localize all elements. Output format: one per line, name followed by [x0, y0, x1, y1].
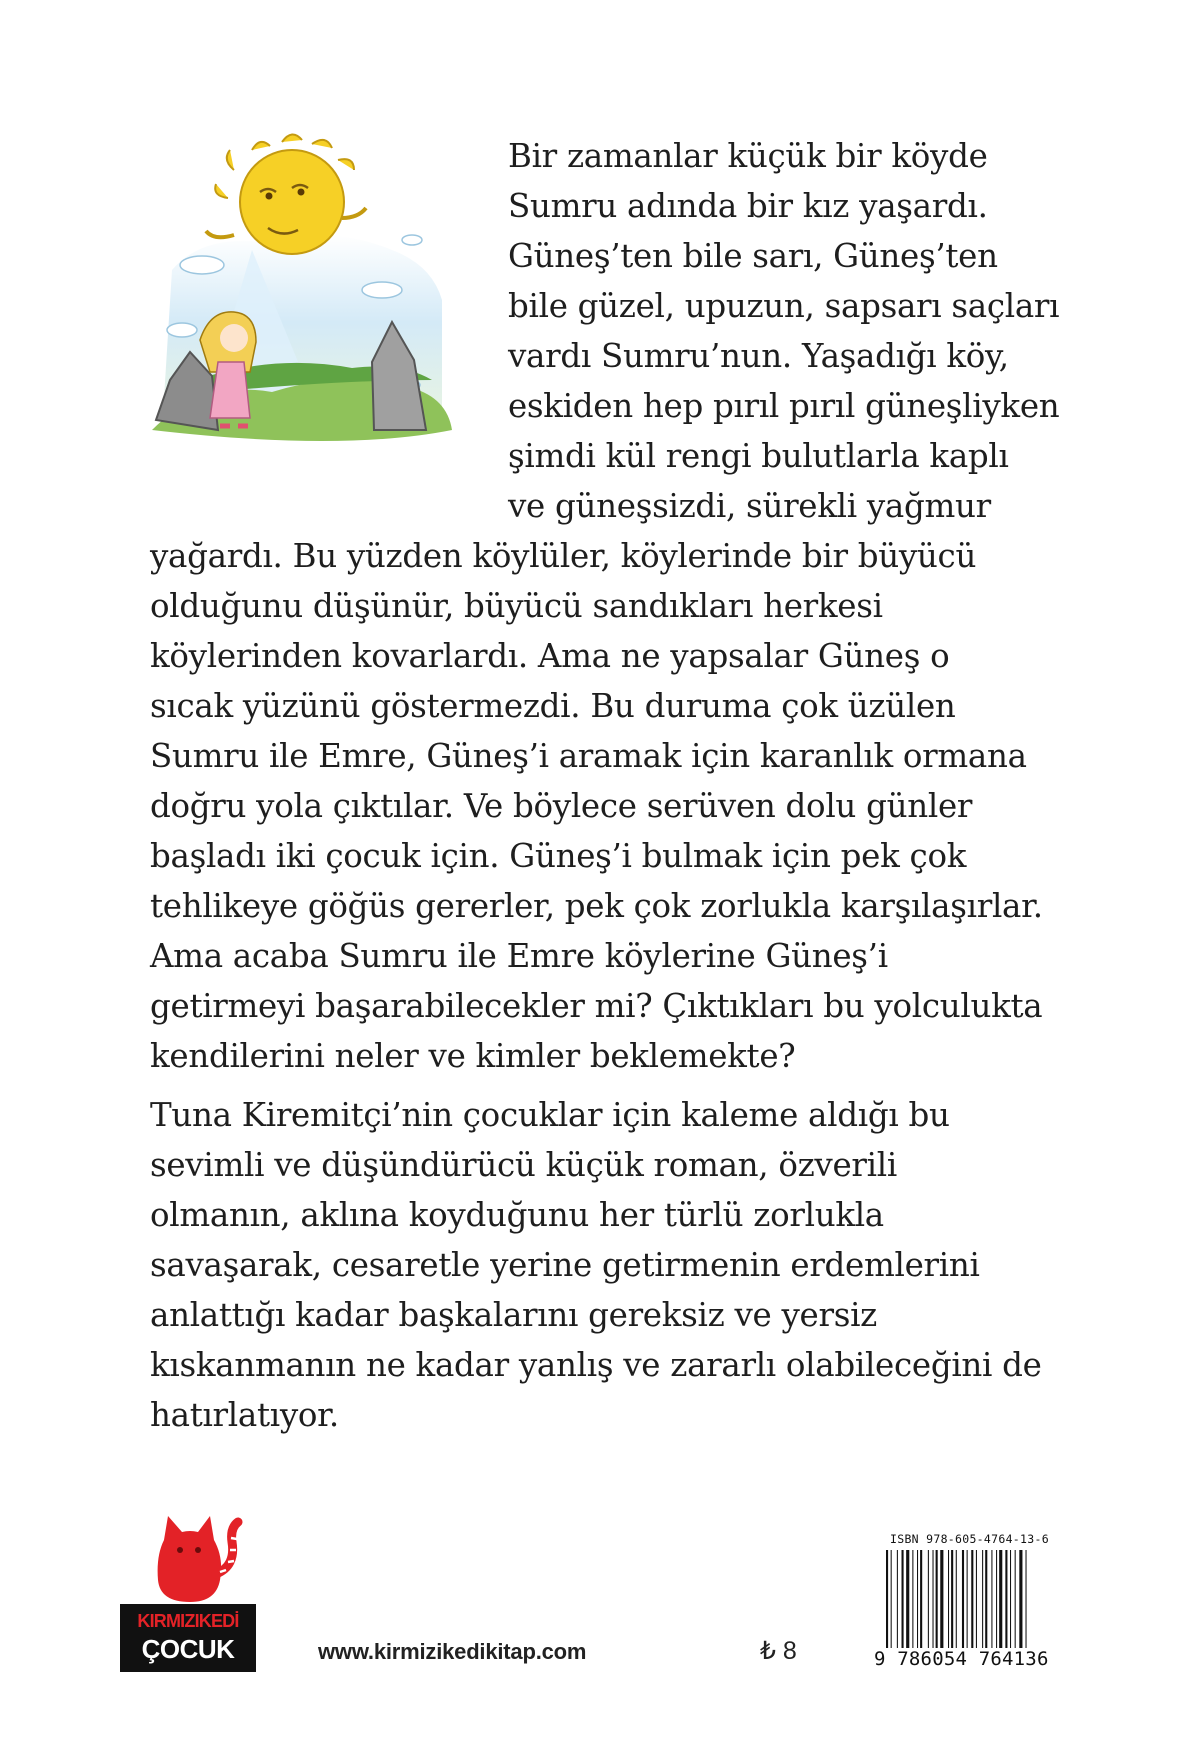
- barcode-bar: [1026, 1550, 1027, 1650]
- logo-brand: KIRMIZIKEDİ: [137, 1611, 239, 1631]
- barcode-bar: [948, 1550, 949, 1650]
- barcode-bar: [940, 1550, 943, 1650]
- barcode-bar: [951, 1550, 953, 1650]
- body-line: doğru yola çıktılar. Ve böylece serüven dolu günler: [150, 787, 973, 825]
- barcode-bar: [985, 1550, 987, 1650]
- body-line: savaşarak, cesaretle yerine getirmenin erdemlerini: [150, 1246, 980, 1284]
- barcode-bar: [891, 1550, 892, 1650]
- barcode-bar: [912, 1550, 913, 1650]
- body-line: yağardı. Bu yüzden köylüler, köylerinde bir büyücü: [150, 537, 977, 575]
- barcode-bar: [991, 1550, 992, 1650]
- body-line: köylerinden kovarlardı. Ama ne yapsalar Güneş o: [150, 637, 950, 675]
- barcode-bar: [897, 1550, 898, 1650]
- body-line: olmanın, aklına koyduğunu her türlü zorlukla: [150, 1196, 884, 1234]
- body-line: sevimli ve düşündürücü küçük roman, özverili: [150, 1146, 897, 1184]
- body-line: tehlikeye göğüs gererler, pek çok zorlukla karşılaşırlar.: [150, 887, 1043, 925]
- barcode-bar: [1015, 1550, 1016, 1650]
- body-line: kıskanmanın ne kadar yanlış ve zararlı olabileceğini de: [150, 1346, 1042, 1384]
- barcode-bar: [928, 1550, 929, 1650]
- body-line: anlattığı kadar başkalarını gereksiz ve yersiz: [150, 1296, 878, 1334]
- body-line: Ama acaba Sumru ile Emre köylerine Güneş’i: [150, 937, 888, 975]
- body-line: Sumru ile Emre, Güneş’i aramak için karanlık ormana: [150, 737, 1027, 775]
- barcode-bar: [956, 1550, 957, 1650]
- body-line: Güneş’ten bile sarı, Güneş’ten: [508, 237, 998, 275]
- barcode-bar: [999, 1550, 1002, 1650]
- barcode-bar: [1019, 1550, 1022, 1650]
- body-line: sıcak yüzünü göstermezdi. Bu duruma çok üzülen: [150, 687, 956, 725]
- barcode-bar: [906, 1550, 909, 1650]
- body-line: vardı Sumru’nun. Yaşadığı köy,: [508, 337, 1009, 375]
- barcode-bars: [886, 1550, 1066, 1650]
- barcode-bar: [996, 1550, 997, 1650]
- body-line: başladı iki çocuk için. Güneş’i bulmak için pek çok: [150, 837, 967, 875]
- body-line: ve güneşsizdi, sürekli yağmur: [508, 487, 991, 525]
- barcode-bar: [1010, 1550, 1011, 1650]
- barcode-digits: 9 786054 764136: [874, 1648, 1049, 1670]
- barcode-bar: [933, 1550, 934, 1650]
- isbn-label: ISBN 978-605-4764-13-6: [890, 1532, 1049, 1546]
- barcode-bar: [917, 1550, 918, 1650]
- body-line: hatırlatıyor.: [150, 1396, 339, 1434]
- publisher-logo: [120, 1510, 256, 1672]
- barcode-bar: [936, 1550, 938, 1650]
- barcode-bar: [920, 1550, 922, 1650]
- barcode-bar: [1005, 1550, 1007, 1650]
- body-line: şimdi kül rengi bulutlarla kaplı: [508, 437, 1009, 475]
- barcode-bar: [902, 1550, 904, 1650]
- red-cat-icon: [120, 1510, 256, 1604]
- body-line: Sumru adında bir kız yaşardı.: [508, 187, 988, 225]
- body-line: eskiden hep pırıl pırıl güneşliyken: [508, 387, 1060, 425]
- logo-box: [120, 1604, 256, 1672]
- isbn-barcode: [868, 1528, 1068, 1678]
- body-line: bile güzel, upuzun, sapsarı saçları: [508, 287, 1060, 325]
- barcode-bar: [976, 1550, 977, 1650]
- body-line: olduğunu düşünür, büyücü sandıkları herkesi: [150, 587, 883, 625]
- price: ₺ 8: [760, 1637, 797, 1665]
- barcode-bar: [962, 1550, 964, 1650]
- body-line: Bir zamanlar küçük bir köyde: [508, 137, 988, 175]
- barcode-bar: [971, 1550, 973, 1650]
- logo-subtitle: ÇOCUK: [141, 1634, 235, 1664]
- body-line: kendilerini neler ve kimler beklemekte?: [150, 1037, 796, 1075]
- barcode-bar: [886, 1550, 888, 1650]
- sun-girl-illustration: [142, 130, 462, 480]
- body-line: getirmeyi başarabilecekler mi? Çıktıkları bu yolculukta: [150, 987, 1043, 1025]
- body-line: Tuna Kiremitçi’nin çocuklar için kaleme aldığı bu: [150, 1096, 950, 1134]
- barcode-bar: [982, 1550, 983, 1650]
- barcode-bar: [967, 1550, 968, 1650]
- website-url: www.kirmizikedikitap.com: [318, 1639, 587, 1664]
